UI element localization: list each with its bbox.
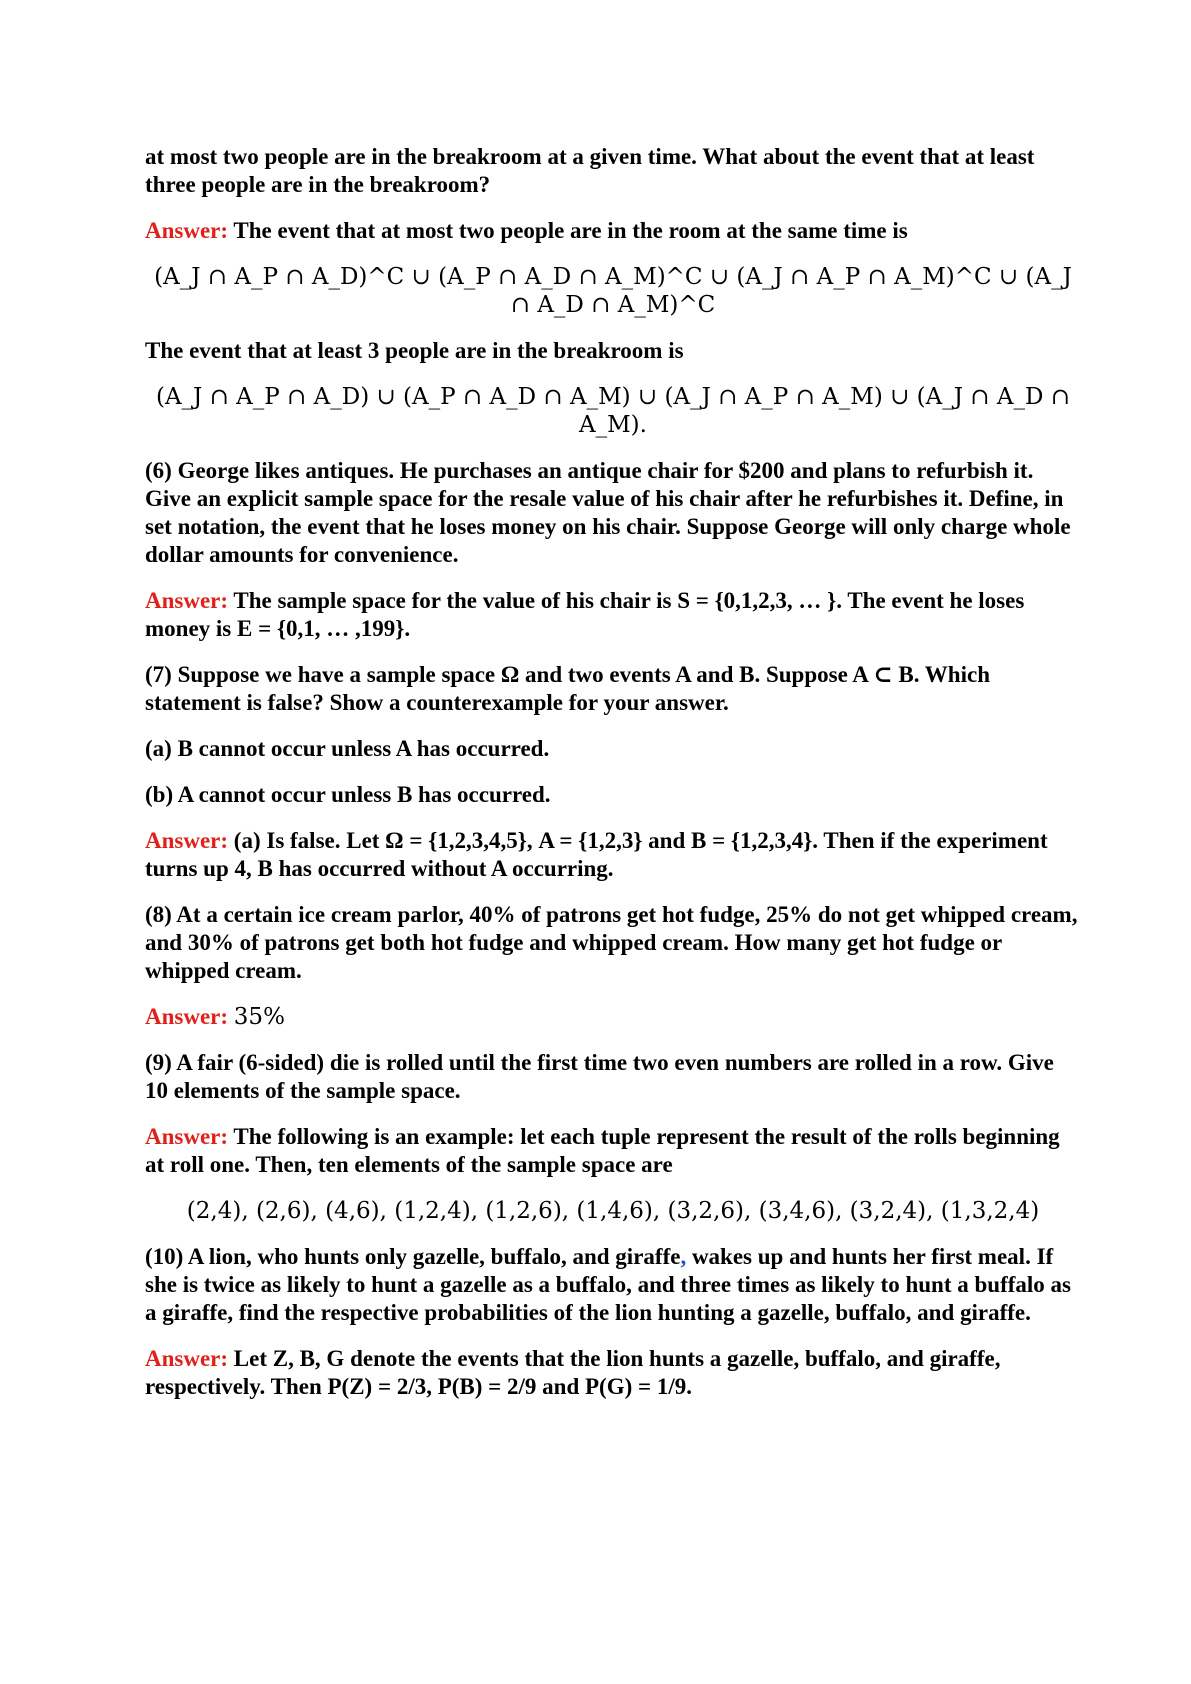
answer-10: [145, 1345, 1081, 1401]
answer-10-text: Let Z, B, G denote the events that the lion hunts a gazelle, buffalo, and giraffe, respectively. Then P(Z) = 2/3, P(B) = 2/9 and P(G) = 1/9.: [145, 1346, 1001, 1399]
question-10-part2: wakes up and hunts her first meal. If she is twice as likely to hunt a gazelle as a buffalo, and three times as likely to hunt a buffalo as a giraffe, find the respective probabilities of the lion hunting a gazelle, buffalo, and giraffe.: [145, 1244, 1071, 1325]
question-10-part1: (10) A lion, who hunts only gazelle, buffalo, and giraffe: [145, 1244, 681, 1269]
answer-label: Answer:: [145, 1004, 229, 1029]
answer-label: Answer:: [145, 218, 229, 243]
answer-5: [145, 217, 1081, 245]
answer-6: [145, 587, 1081, 643]
answer-label: Answer:: [145, 1346, 229, 1371]
answer-8-text: 35%: [233, 1004, 285, 1030]
question-9: (9) A fair (6-sided) die is rolled until the first time two even numbers are rolled in a row. Give 10 elements of the sample space.: [145, 1050, 1054, 1103]
answer-7-text: (a) Is false. Let Ω = {1,2,3,4,5}, A = {1,2,3} and B = {1,2,3,4}. Then if the experiment turns up 4, B has occurred without A occurring.: [145, 828, 1048, 881]
answer-5-text: The event that at most two people are in the room at the same time is: [233, 218, 908, 243]
equation-at-most-two: (A_J ∩ A_P ∩ A_D)^C ∪ (A_P ∩ A_D ∩ A_M)^C ∪ (A_J ∩ A_P ∩ A_M)^C ∪ (A_J ∩ A_D ∩ A_M)^C: [154, 264, 1072, 318]
answer-label: Answer:: [145, 828, 229, 853]
equation-at-least-three: (A_J ∩ A_P ∩ A_D) ∪ (A_P ∩ A_D ∩ A_M) ∪ (A_J ∩ A_P ∩ A_M) ∪ (A_J ∩ A_D ∩ A_M).: [155, 384, 1071, 438]
question-10-comma: ,: [680, 1244, 687, 1269]
answer-label: Answer:: [145, 1124, 229, 1149]
answer-9: [145, 1123, 1081, 1179]
question-7: (7) Suppose we have a sample space Ω and two events A and B. Suppose A ⊂ B. Which statement is false? Show a counterexample for your answer.: [145, 662, 990, 715]
question-10: [145, 1243, 1081, 1327]
question-7-option-a: (a) B cannot occur unless A has occurred.: [145, 736, 550, 761]
answer-9-text: The following is an example: let each tuple represent the result of the rolls beginning at roll one. Then, ten elements of the sample space are: [145, 1124, 1060, 1177]
question-7-option-b: (b) A cannot occur unless B has occurred.: [145, 782, 551, 807]
answer-label: Answer:: [145, 588, 229, 613]
answer-6-text: The sample space for the value of his chair is S = {0,1,2,3, … }. The event he loses money is E = {0,1, … ,199}.: [145, 588, 1025, 641]
question-6: (6) George likes antiques. He purchases an antique chair for $200 and plans to refurbish it. Give an explicit sample space for the resale value of his chair after he refurbishes it. Define, in set notation, the event that he loses money on his chair. Suppose George will only charge whole dollar amounts for convenience.: [145, 458, 1071, 567]
question-8: (8) At a certain ice cream parlor, 40% of patrons get hot fudge, 25% do not get whipped cream, and 30% of patrons get both hot fudge and whipped cream. How many get hot fudge or whipped cream.: [145, 902, 1078, 983]
answer-7: [145, 827, 1081, 883]
equation-sample-elements: (2,4), (2,6), (4,6), (1,2,4), (1,2,6), (1,4,6), (3,2,6), (3,4,6), (3,2,4), (1,3,2,4): [186, 1198, 1040, 1224]
answer-5-text-2: The event that at least 3 people are in the breakroom is: [145, 338, 684, 363]
question-5-continuation: at most two people are in the breakroom at a given time. What about the event that at least three people are in the breakroom?: [145, 144, 1035, 197]
answer-8: [145, 1003, 1081, 1031]
